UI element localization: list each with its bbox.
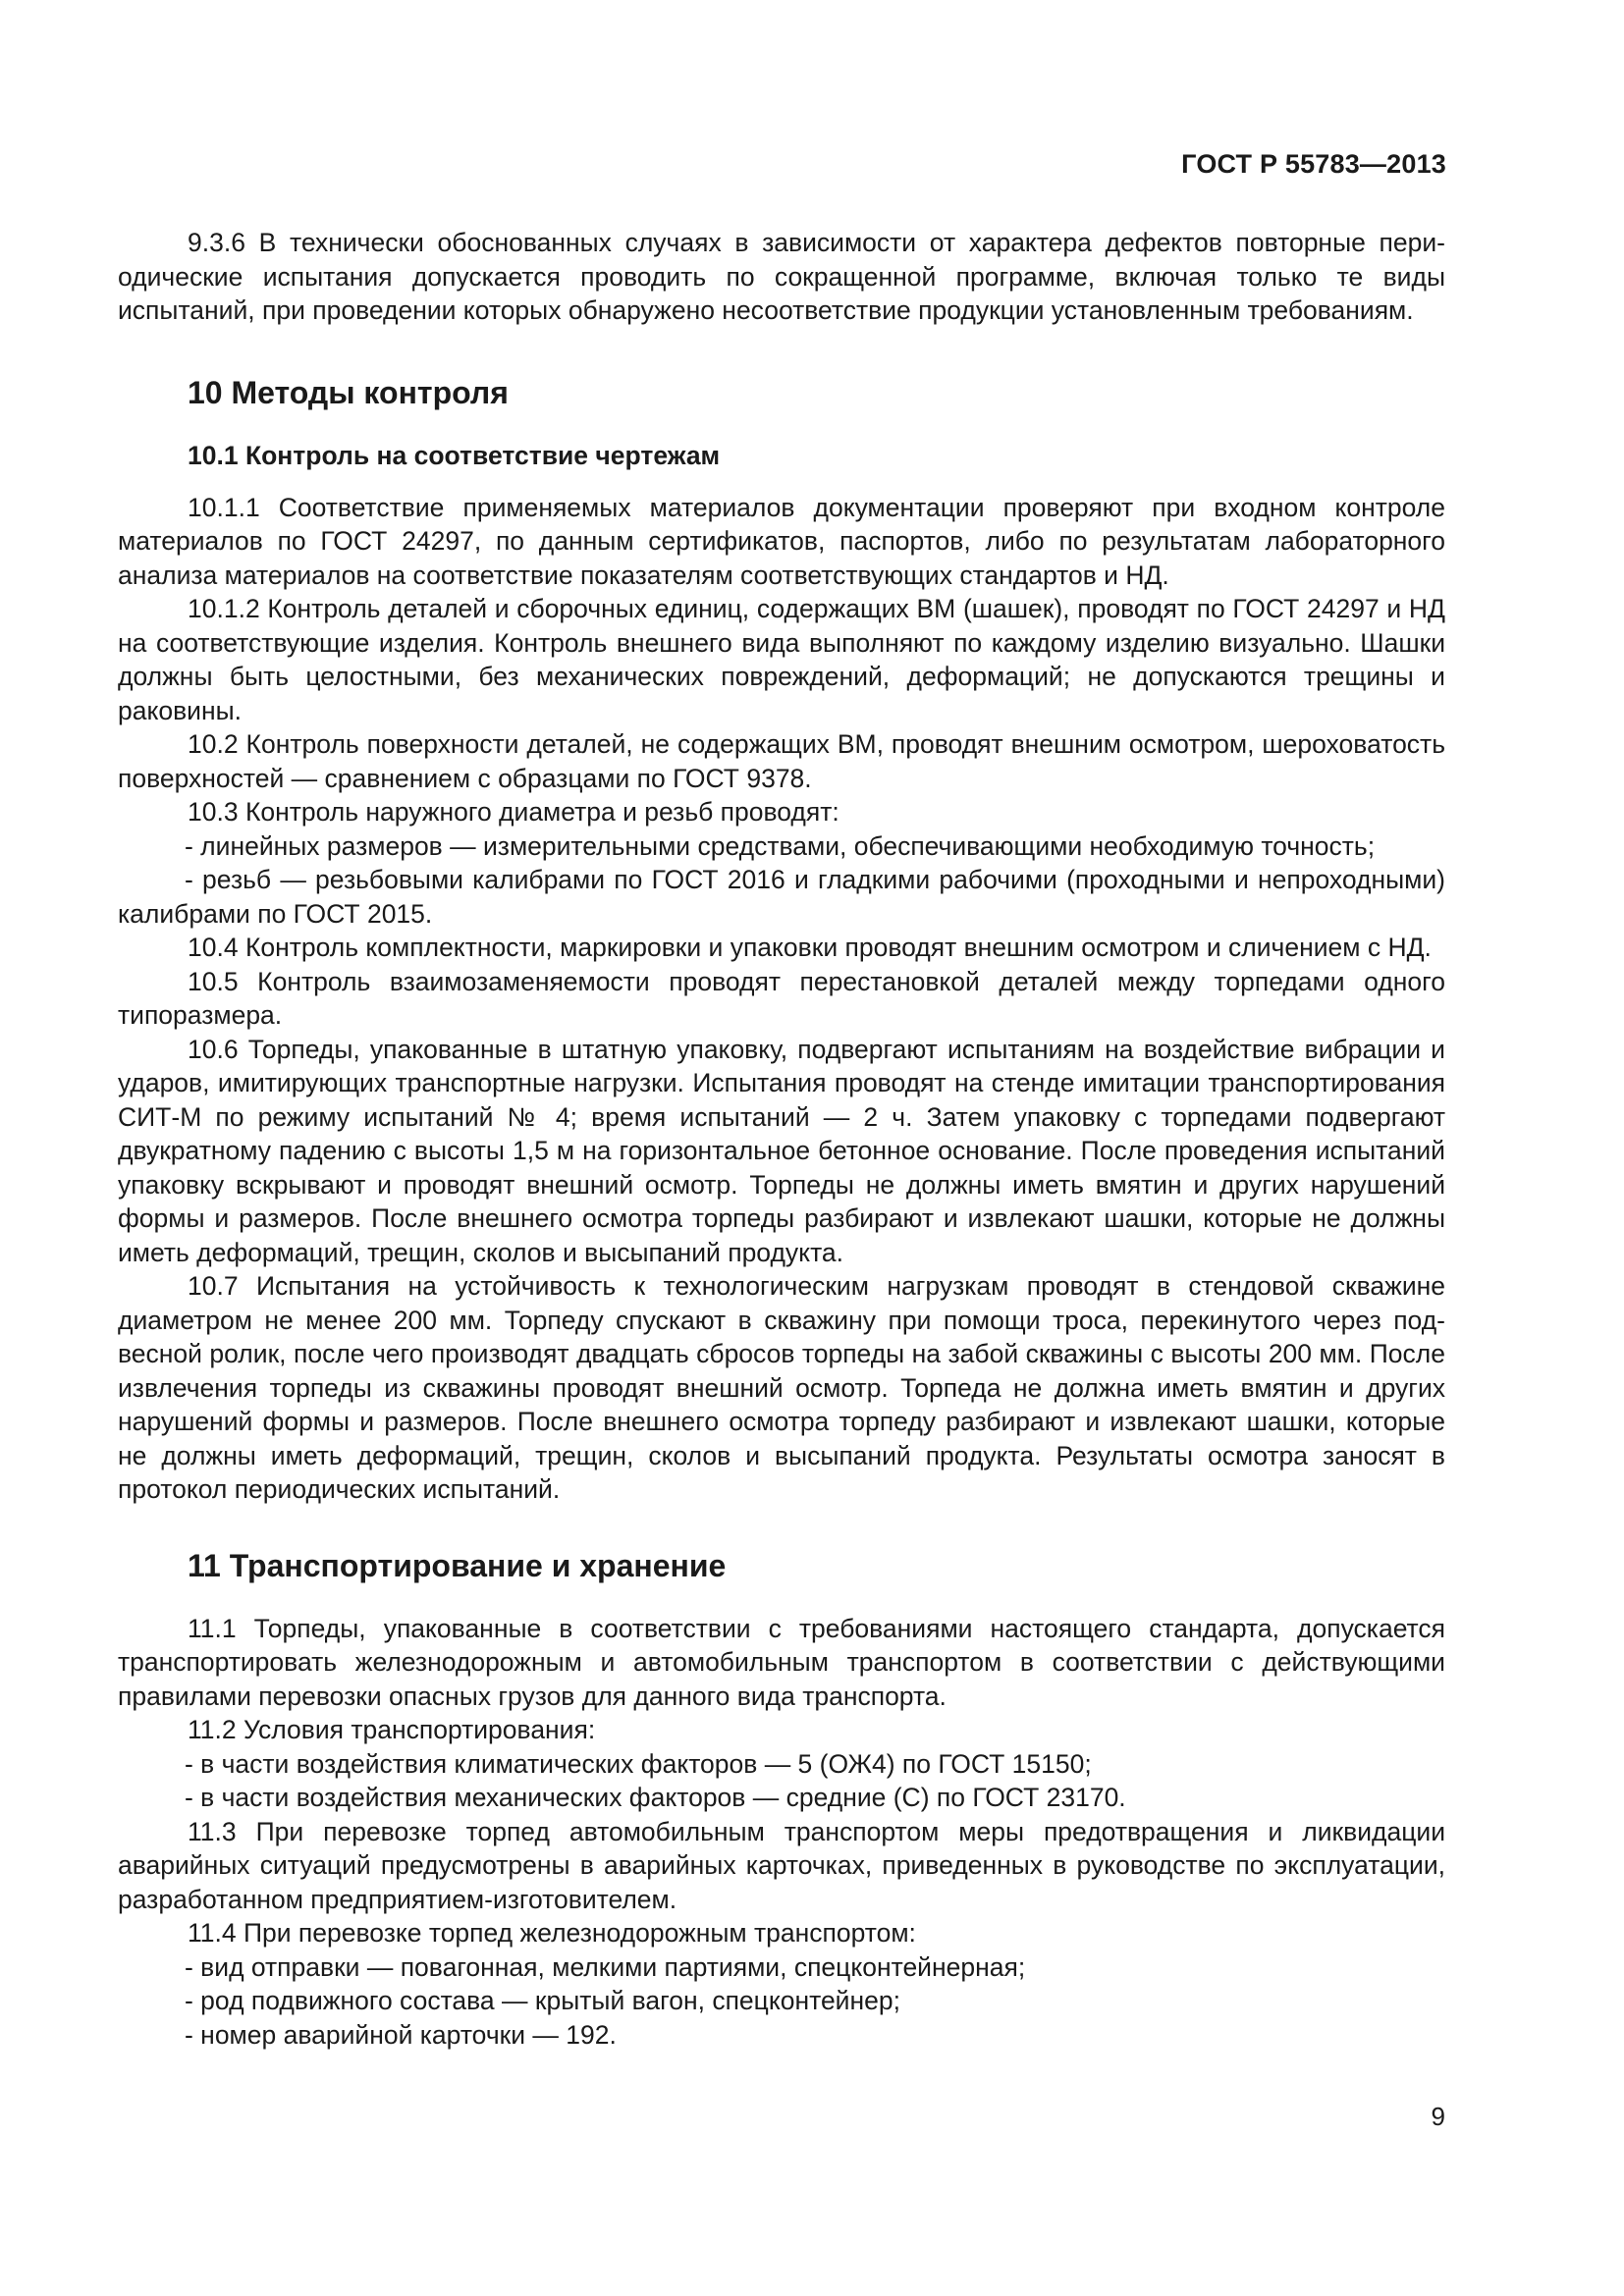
list-item-11-4-rolling-stock: - род подвижного состава — крытый вагон, спецконтейнер; [185,1986,900,2015]
paragraph-11-4: 11.4 При перевозке торпед железнодорожным транспортом: [188,1918,916,1948]
page-content [118,226,1445,2052]
paragraph-11-2: 11.2 Условия транспортирования: [188,1715,596,1744]
page-number: 9 [1431,2102,1445,2131]
paragraph-10-1-2: 10.1.2 Контроль деталей и сборочных единиц, содержащих ВМ (шашек), проводят по ГОСТ 24297 и НД на соответствующие изделия. Контроль внешнего вида выполняют по каждому изделию визуально. Шашки должны быть целостными, без механических повреждений, деформаций; не допускаются трещины и раковины. [118,594,1445,725]
paragraph-10-3: 10.3 Контроль наружного диаметра и резьб проводят: [188,797,839,827]
paragraph-10-2: 10.2 Контроль поверхности деталей, не содержащих ВМ, проводят внешним осмотром, шероховатость поверхностей — сравнением с образцами по ГОСТ 9378. [118,729,1445,793]
section-10-title: 10 Методы контроля [188,374,509,410]
subsection-10-1-title: 10.1 Контроль на соответствие чертежам [188,440,721,470]
list-item-11-4-shipment: - вид отправки — повагонная, мелкими партиями, спецконтейнерная; [185,1951,1026,1982]
paragraph-10-6: 10.6 Торпеды, упакованные в штатную упаковку, подвергают испытаниям на воздействие вибрации и ударов, имитирующих транспортные нагрузки. Испытания проводят на стенде имитации транспортирования СИТ-М по режиму испытаний № 4; время испытаний — 2 ч. Затем упаковку с торпедами подвергают двукратному падению с высоты 1,5 м на горизонтальное бетонное основание. После проведения испытаний упаковку вскрывают и проводят внешний осмотр. Торпеды не должны иметь вмятин и других нарушений формы и размеров. После внешнего осмотра торпеды разбирают и извлекают шашки, которые не должны иметь деформаций, трещин, сколов и высыпаний продукта. [118,1034,1445,1267]
paragraph-11-3: 11.3 При перевозке торпед автомобильным транспортом меры предотвращения и ликвидации аварийных ситуаций предусмотрены в аварийных карточках, приведенных в руководстве по эксплуатации, разработанном предприятием-изготовителем. [118,1816,1445,1914]
document-code-header: ГОСТ Р 55783—2013 [1181,149,1446,179]
paragraph-10-4: 10.4 Контроль комплектности, маркировки и упаковки проводят внешним осмотром и сличением с НД. [188,933,1432,962]
list-item-11-4-emergency-card: - номер аварийной карточки — 192. [185,2019,617,2050]
paragraph-10-7: 10.7 Испытания на устойчивость к технологическим нагрузкам проводят в стендовой скважине диаметром не менее 200 мм. Торпеду спускают в скважину при помощи троса, перекинутого через подвесной ролик, после чего производят двадцать сбросов торпеды на забой скважины с высоты 200 мм. После извлечения торпеды из скважины проводят внешний осмотр. Торпеда не должна иметь вмятин и других нарушений формы и размеров. После внешнего осмотра торпеду разбирают и извлекают шашки, которые не должны иметь деформаций, трещин, сколов и высыпаний продукта. Результаты осмотра заносят в протокол периодических испытаний. [118,1271,1445,1504]
section-11-title: 11 Транспортирование и хранение [188,1547,727,1583]
list-item-11-2-mechanical: - в части воздействия механических факторов — средние (С) по ГОСТ 23170. [185,1783,1126,1812]
paragraph-11-1: 11.1 Торпеды, упакованные в соответствии с требованиями настоящего стандарта, допускается транспортировать железнодорожным и автомобильным транспортом в соответствии с действующими правилами перевозки опасных грузов для данного вида транспорта. [118,1613,1445,1711]
list-item-11-2-climatic: - в части воздействия климатических факторов — 5 (ОЖ4) по ГОСТ 15150; [185,1748,1092,1779]
paragraph-10-1-1: 10.1.1 Соответствие применяемых материалов документации проверяют при входном контроле материалов по ГОСТ 24297, по данным сертификатов, паспортов, либо по результатам лабораторного анализа материалов на соответствие показателям соответствующих стандартов и НД. [118,492,1445,590]
list-item-10-3-linear: - линейных размеров — измерительными средствами, обеспечивающими необходимую точность; [185,830,1376,861]
paragraph-10-5: 10.5 Контроль взаимозаменяемости проводят перестановкой деталей между торпедами одного типоразмера. [118,966,1445,1030]
list-item-10-3-threads: - резьб — резьбовыми калибрами по ГОСТ 2016 и гладкими рабочими (проходными и непроходными) калибрами по ГОСТ 2015. [118,865,1445,929]
paragraph-9-3-6: 9.3.6 В технически обоснованных случаях в зависимости от характера дефектов повторные периодические испытания допускается проводить по сокращенной программе, включая только те виды испытаний, при проведении которых обнаружено несоответствие продукции установленным требованиям. [118,228,1445,325]
